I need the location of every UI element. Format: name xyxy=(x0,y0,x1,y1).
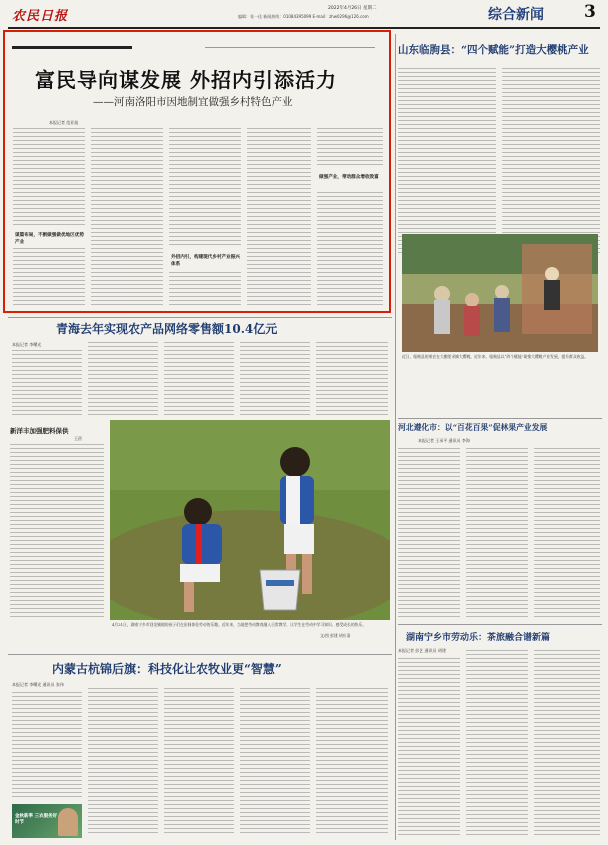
vertical-divider xyxy=(395,34,396,840)
hebei-col-2 xyxy=(466,448,528,618)
qinghai-col-5 xyxy=(316,342,388,416)
newspaper-logo: 农民日报 xyxy=(12,9,69,24)
qinghai-col-3 xyxy=(164,342,234,416)
lead-title: 富民导向谋发展 外招内引添活力 xyxy=(35,68,337,92)
lead-col-1-text xyxy=(13,128,85,228)
linqu-photo-caption: 近日，临朐县的果农在大棚里采摘大樱桃。近年来，临朐县以“四个赋能”助推大樱桃产业发展，提升群众收益。 xyxy=(402,354,589,359)
qinghai-title: 青海去年实现农产品网络零售额10.4亿元 xyxy=(56,322,278,336)
linqu-text-col-2 xyxy=(502,68,600,254)
inner-mongolia-col-5 xyxy=(316,688,388,836)
main-photo-caption: 4月21日，湖南宁乡市回龙铺镇的孩子们在田间体验劳动的乐趣。近年来，当地把劳动教育融入日常教学，让学生在劳动中学习知识、感受成长的快乐。 xyxy=(112,622,367,627)
qinghai-byline: 本报记者 李曙光 xyxy=(12,342,42,347)
story-hunan[interactable] xyxy=(398,626,602,841)
hunan-top-rule xyxy=(398,624,602,625)
meta-line: 编辑：张一佳 新闻热线：01084395099 E-mail：zhw0296@126.com xyxy=(238,14,369,19)
inner-mongolia-col-4 xyxy=(240,688,310,836)
hunan-col-1 xyxy=(398,658,460,838)
lead-col-3-text-b xyxy=(169,272,241,308)
hebei-title: 河北遵化市：以“百花百果”促林果产业发展 xyxy=(398,423,548,432)
linqu-photo xyxy=(402,234,598,352)
qinghai-col-1 xyxy=(12,350,82,416)
inner-mongolia-byline: 本报记者 李曙光 通讯员 张伟 xyxy=(12,682,64,687)
right-story-linqu[interactable] xyxy=(398,34,602,414)
lead-col-2-text xyxy=(91,128,163,308)
page-number: 3 xyxy=(584,2,596,22)
hunan-col-3 xyxy=(534,650,600,838)
linqu-title: 山东临朐县：“四个赋能”打造大樱桃产业 xyxy=(398,44,589,56)
hebei-byline: 本报记者 王承平 通讯员 李海 xyxy=(418,438,470,443)
fertilizer-byline: 王蓓 xyxy=(74,436,82,441)
lead-byline: 本报记者 范亚旭 xyxy=(49,120,79,125)
lead-subhead-3: 做强产业，带动群众增收致富 xyxy=(319,175,379,180)
lead-col-5-text-b xyxy=(317,192,383,308)
linqu-text-col-1 xyxy=(398,68,496,254)
hebei-col-3 xyxy=(534,448,600,618)
date-line: 2022年4月26日 星期二 xyxy=(328,6,377,11)
section-title: 综合新闻 xyxy=(488,7,544,23)
qinghai-col-2 xyxy=(88,342,158,416)
lead-top-rule-left xyxy=(12,46,132,49)
ad-person-icon xyxy=(58,808,78,836)
hunan-title: 湖南宁乡市劳动乐：茶旅融合谱新篇 xyxy=(406,633,551,643)
lead-story-highlight[interactable] xyxy=(3,30,391,313)
lead-subhead-2: 外招内引，构建现代乡村产业振兴体系 xyxy=(171,255,240,267)
story-hebei[interactable] xyxy=(398,420,602,620)
story-inner-mongolia[interactable] xyxy=(8,656,392,841)
lead-col-5-text xyxy=(317,128,383,168)
hebei-top-rule xyxy=(398,418,602,419)
lead-top-rule-right xyxy=(205,47,375,48)
lead-col-4-text xyxy=(247,128,311,308)
main-photo xyxy=(110,420,390,620)
hunan-col-2 xyxy=(466,650,528,838)
inner-mongolia-title: 内蒙古杭锦后旗：科技化让农牧业更“智慧” xyxy=(52,662,282,676)
inner-mongolia-top-rule xyxy=(8,654,392,655)
story-qinghai[interactable] xyxy=(8,318,392,418)
story-fertilizer[interactable] xyxy=(8,424,106,622)
inner-mongolia-col-1 xyxy=(12,692,82,800)
hunan-byline: 本报记者 彭艺 通讯员 胡建 xyxy=(398,648,446,653)
lead-subtitle: ——河南洛阳市因地制宜做强乡村特色产业 xyxy=(93,96,293,108)
fertilizer-text xyxy=(10,444,104,620)
ad-text: 金秋新季 三农服务好时节 xyxy=(15,814,58,825)
inner-mongolia-col-3 xyxy=(164,688,234,836)
main-photo-credit: 文/图 彭建 胡应清 xyxy=(320,633,351,638)
masthead-rule xyxy=(8,27,600,29)
qinghai-col-4 xyxy=(240,342,310,416)
hebei-col-1 xyxy=(398,448,460,618)
masthead xyxy=(8,2,600,26)
advertisement[interactable] xyxy=(12,804,82,838)
lead-col-1-text-b xyxy=(13,248,85,308)
lead-subhead-1: 谋篇布局，不断做强做优地区优势产业 xyxy=(15,233,84,245)
lead-col-3-text xyxy=(169,128,241,246)
fertilizer-title: 新洋丰加强肥料保供 xyxy=(10,427,69,435)
inner-mongolia-col-2 xyxy=(88,688,158,836)
